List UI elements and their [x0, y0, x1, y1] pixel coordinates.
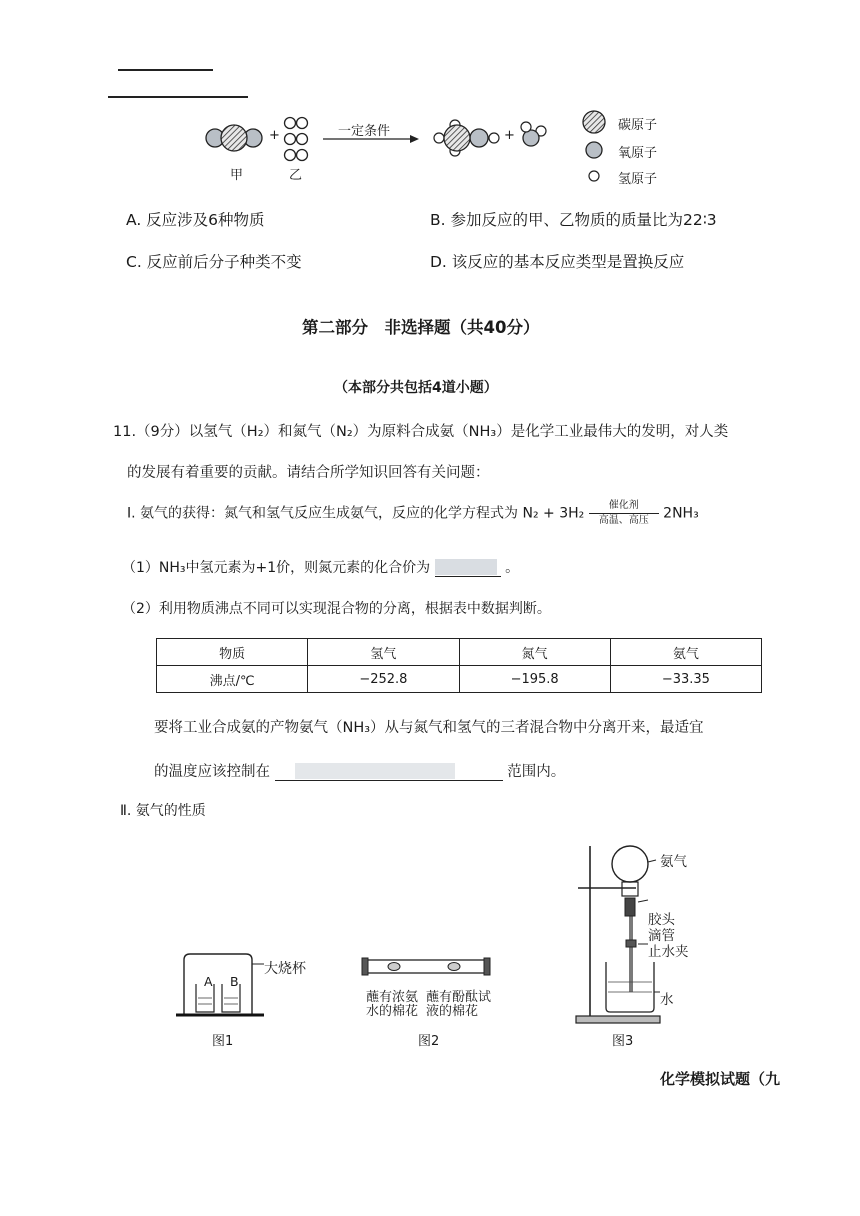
- plus-sign-1: +: [269, 128, 280, 143]
- figure-3-ammonia-label: 氨气: [660, 854, 687, 870]
- catalyst-label: 催化剂: [608, 500, 639, 511]
- q11-sub2-text: （2）利用物质沸点不同可以实现混合物的分离，根据表中数据判断。: [122, 601, 551, 617]
- table-header-cell: 氮气: [459, 639, 610, 666]
- q11-part2-title: Ⅱ. 氨气的性质: [120, 803, 206, 819]
- boiling-point-table: [156, 638, 762, 693]
- figure-1-b-label: B: [230, 974, 239, 989]
- table-cell: −252.8: [308, 666, 459, 693]
- figure-2-left-label-1: 蘸有浓氨: [366, 990, 419, 1005]
- part-two-title: 第二部分 非选择题（共40分）: [302, 318, 540, 337]
- top-rule-long: [108, 96, 248, 98]
- table-row: [157, 666, 762, 693]
- q11-intro-line-1: 11.（9分）以氢气（H₂）和氮气（N₂）为原料合成氨（NH₃）是化学工业最伟大的发明，对人类: [113, 424, 729, 440]
- choice-c: C. 反应前后分子种类不变: [126, 253, 302, 271]
- q11-sub1-end: 。: [505, 560, 520, 576]
- figure-1-diagram: [176, 950, 266, 1022]
- table-cell: −195.8: [459, 666, 610, 693]
- reactant-a-label: 甲: [230, 168, 244, 183]
- plus-sign-2: +: [504, 128, 515, 143]
- figure-3-dropper-label-2: 滴管: [648, 928, 675, 944]
- q11-sub2-line-2-end: 范围内。: [507, 764, 566, 780]
- choice-b: B. 参加反应的甲、乙物质的质量比为22∶3: [430, 211, 717, 229]
- part-two-subtitle: （本部分共包括4道小题）: [334, 380, 498, 396]
- q11-sub1-text: （1）NH₃中氢元素为+1价，则氮元素的化合价为: [122, 560, 431, 576]
- product-2-water-molecule: [521, 122, 546, 146]
- q11-sub2-answer-blank[interactable]: [275, 763, 503, 781]
- reactant-a-co2-molecule: [206, 125, 262, 151]
- table-header-row: [157, 639, 762, 666]
- q11-sub2-line-1: 要将工业合成氨的产物氨气（NH₃）从与氮气和氢气的三者混合物中分离开来，最适宜: [154, 720, 704, 736]
- figure-1-caption: 图1: [212, 1034, 234, 1049]
- q11-intro-line-2: 的发展有着重要的贡献。请结合所学知识回答有关问题：: [127, 465, 490, 481]
- legend-hydrogen-label: 氢原子: [618, 172, 658, 187]
- table-cell: −33.35: [610, 666, 761, 693]
- legend-carbon-label: 碳原子: [618, 118, 658, 133]
- q11-part1-text: Ⅰ. 氨气的获得：氮气和氢气反应生成氨气，反应的化学方程式为 N₂ + 3H₂: [127, 505, 585, 522]
- carbon-atom-legend-icon: [583, 111, 605, 133]
- oxygen-atom-legend-icon: [586, 142, 602, 158]
- figure-2-caption: 图2: [418, 1034, 440, 1049]
- q11-sub2-line-2-start: 的温度应该控制在: [154, 764, 270, 780]
- table-header-cell: 氢气: [308, 639, 459, 666]
- page-footer: 化学模拟试题（九: [660, 1070, 781, 1088]
- equation-bar: [589, 513, 659, 514]
- figure-3-clamp-label: 止水夹: [648, 944, 689, 960]
- figure-2-right-label-2: 液的棉花: [426, 1004, 479, 1019]
- reaction-condition-fraction: [589, 500, 659, 527]
- equation-product: 2NH₃: [663, 505, 699, 522]
- table-header-cell: 氨气: [610, 639, 761, 666]
- legend-oxygen-label: 氧原子: [618, 146, 658, 161]
- top-rule-short: [118, 69, 213, 71]
- figure-3-caption: 图3: [612, 1034, 634, 1049]
- table-header-cell: 物质: [157, 639, 308, 666]
- reactant-b-hydrogen-molecules: [285, 118, 308, 161]
- reactant-b-label: 乙: [289, 168, 303, 183]
- figure-3-dropper-label-1: 胶头: [648, 912, 675, 928]
- figure-2-diagram: [360, 954, 492, 980]
- figure-1-beaker-label: 大烧杯: [264, 961, 306, 977]
- table-row-label: 沸点/℃: [157, 666, 308, 693]
- product-1-molecule: [434, 120, 499, 156]
- arrow-condition-label: 一定条件: [338, 124, 391, 139]
- q11-sub1-answer-blank[interactable]: [435, 559, 501, 577]
- q11-sub2-line-2: [154, 760, 565, 781]
- hydrogen-atom-legend-icon: [589, 171, 599, 181]
- figure-2-right-label-1: 蘸有酚酞试: [426, 990, 492, 1005]
- figure-3-water-label: 水: [660, 992, 674, 1008]
- figure-1-a-label: A: [204, 974, 213, 989]
- q11-part1-line: [127, 500, 699, 527]
- choice-d: D. 该反应的基本反应类型是置换反应: [430, 253, 685, 271]
- q11-sub1: [122, 557, 519, 577]
- figure-2-left-label-2: 水的棉花: [366, 1004, 419, 1019]
- choice-a: A. 反应涉及6种物质: [126, 211, 265, 229]
- condition-label: 高温、高压: [598, 515, 649, 526]
